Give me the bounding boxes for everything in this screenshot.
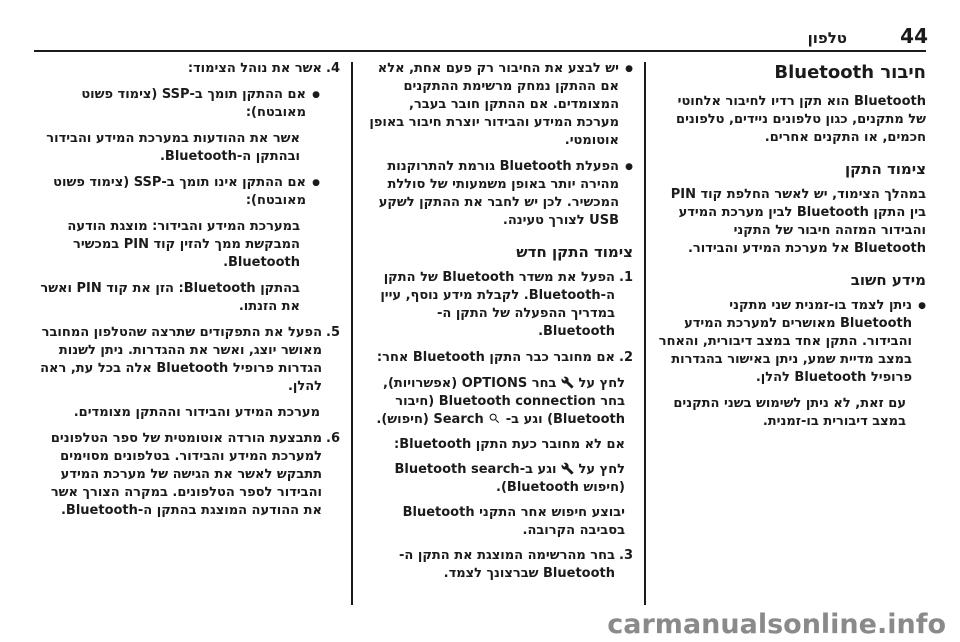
list-item	[365, 60, 633, 150]
step-4-text: אשר את נוהל הצימוד:	[187, 61, 322, 76]
step-number: 6.	[326, 431, 340, 446]
step-number: 1.	[619, 270, 633, 285]
bullet-icon: ●	[625, 64, 633, 74]
step-6	[36, 430, 340, 520]
list-item	[365, 158, 633, 230]
one-time-connection-text: יש לבצע את החיבור רק פעם אחת, אלא אם ההתקן נמחק מרשימת ההתקנים המצומדים. אם ההתקן חובר בעבר, מערכת המידע והבידור יוצרת חיבור באופן אוטומטי.	[369, 61, 619, 148]
step-2-intro: אם מחובר כבר התקן Bluetooth אחר:	[376, 350, 615, 365]
step-2-search-line	[365, 461, 633, 497]
header-rule	[34, 50, 926, 52]
step-number: 4.	[326, 61, 340, 76]
bullet-icon: ●	[312, 178, 320, 188]
bullet-icon: ●	[625, 162, 633, 172]
note-bullet-text: ניתן לצמד בו-זמנית שני מתקני Bluetooth מאושרים למערכת המידע והבידור. התקן אחד במצב דיבורית, והאחר במצב מדיית שמע, ניתן באישור בהגדרות פרופיל Bluetooth להלן.	[658, 298, 912, 385]
step-2	[365, 349, 633, 367]
bullet-icon: ●	[918, 301, 926, 311]
step-4	[36, 60, 340, 78]
list-item	[36, 174, 340, 210]
search-magnifier-icon	[488, 412, 501, 425]
step-2-no-device-intro: אם לא מחובר כעת התקן Bluetooth:	[394, 437, 625, 452]
list-item	[658, 297, 926, 387]
column-left	[36, 60, 340, 528]
step-5	[36, 324, 340, 396]
step-6-text: מתבצעת הורדה אוטומטית של ספר הטלפונים למערכת המידע והבידור. בטלפונים מסוימים תתבקש לאשר את הגישה של מערכת המידע והבידור לספר הטלפונים. במקרה הצורך אשר את ההודעה המוצגת בהתקן ה-Bluetooth.	[50, 431, 322, 518]
heading-important-info: מידע חשוב	[850, 271, 926, 289]
pin-request-instruction: במערכת המידע והבידור: מוצגת הודעה המבקשת ממך להזין קוד PIN במכשיר Bluetooth.	[67, 219, 300, 270]
list-item	[36, 86, 340, 122]
step-5-text: הפעל את התפקודים שתרצה שהטלפון המחובר מאושר יוצג, ואשר את ההגדרות. ניתן לשנות הגדרות פרופיל Bluetooth אלה בכל עת, ראה להלן.	[40, 325, 322, 394]
chapter-title: טלפון	[807, 29, 847, 47]
step-number: 2.	[619, 350, 633, 365]
step-1	[365, 269, 633, 341]
press-prefix: לחץ על	[578, 462, 625, 477]
step-3	[365, 547, 633, 583]
bullet-icon: ●	[312, 90, 320, 100]
section-title-bluetooth-connection: חיבור Bluetooth	[774, 62, 926, 83]
watermark-text: carmanualsonline.info	[607, 609, 946, 640]
pairing-paragraph: במהלך הצימוד, יש לאשר החלפת קוד PIN בין התקן Bluetooth לבין מערכת המידע והבידור המזהה חיבור של התקני Bluetooth אל מערכת המידע והבידור.	[670, 187, 926, 256]
settings-wrench-icon	[561, 376, 574, 389]
step-2-result: יבוצע חיפוש אחר התקני Bluetooth בסביבה הקרובה.	[402, 505, 625, 538]
column-divider	[351, 62, 353, 605]
options-menu-text: בחר OPTIONS (אפשרויות), בחר Bluetooth connection (חיבור Bluetooth) וגע ב-	[383, 376, 625, 427]
bluetooth-intro-paragraph: Bluetooth הוא תקן רדיו לחיבור אלחוטי של מתקנים, כגון טלפונים ניידים, טלפונים חכמים, או התקנים אחרים.	[676, 94, 926, 145]
step-2-options-line	[365, 375, 633, 429]
ssp-supported-instruction: אשר את ההודעות במערכת המידע והבידור ובהתקן ה-Bluetooth.	[46, 131, 300, 164]
bluetooth-search-text: וגע ב-Bluetooth search (חיפוש Bluetooth).	[394, 462, 625, 495]
step-3-text: בחר מהרשימה המוצגת את התקן ה-Bluetooth שברצונך לצמד.	[399, 548, 615, 581]
heading-pair-new-device: צימוד התקן חדש	[516, 243, 633, 261]
column-middle	[365, 60, 633, 591]
step-number: 5.	[326, 325, 340, 340]
step-number: 3.	[619, 548, 633, 563]
settings-wrench-icon	[561, 462, 574, 475]
step-5-result: מערכת המידע והבידור וההתקן מצומדים.	[73, 405, 320, 420]
ssp-supported-text: אם ההתקן תומך ב-SSP (צימוד פשוט מאובטח):	[81, 87, 306, 120]
battery-drain-text: הפעלת Bluetooth גורמת להתרוקנות מהירה יותר באופן משמעותי של סוללת המכשיר. לכן יש לחבר את ההתקן לשקע USB לצורך טעינה.	[378, 159, 619, 228]
page-number: 44	[900, 24, 928, 48]
ssp-unsupported-text: אם ההתקן אינו תומך ב-SSP (צימוד פשוט מאובטח):	[53, 175, 306, 208]
column-right	[658, 60, 926, 439]
search-button-label: Search (חיפוש).	[376, 412, 484, 427]
note-extra-paragraph: עם זאת, לא ניתן לשימוש בשני התקנים במצב דיבורית בו-זמנית.	[673, 396, 906, 429]
column-divider	[644, 62, 646, 605]
step-1-text: הפעל את משדר Bluetooth של התקן ה-Bluetooth. לקבלת מידע נוסף, עיין במדריך ההפעלה של התקן ה-Bluetooth.	[380, 270, 615, 339]
pin-entry-instruction: בהתקן Bluetooth: הזן את קוד PIN ואשר את הזנתו.	[40, 281, 300, 314]
heading-device-pairing: צימוד התקן	[845, 160, 926, 178]
press-prefix: לחץ על	[578, 376, 625, 391]
